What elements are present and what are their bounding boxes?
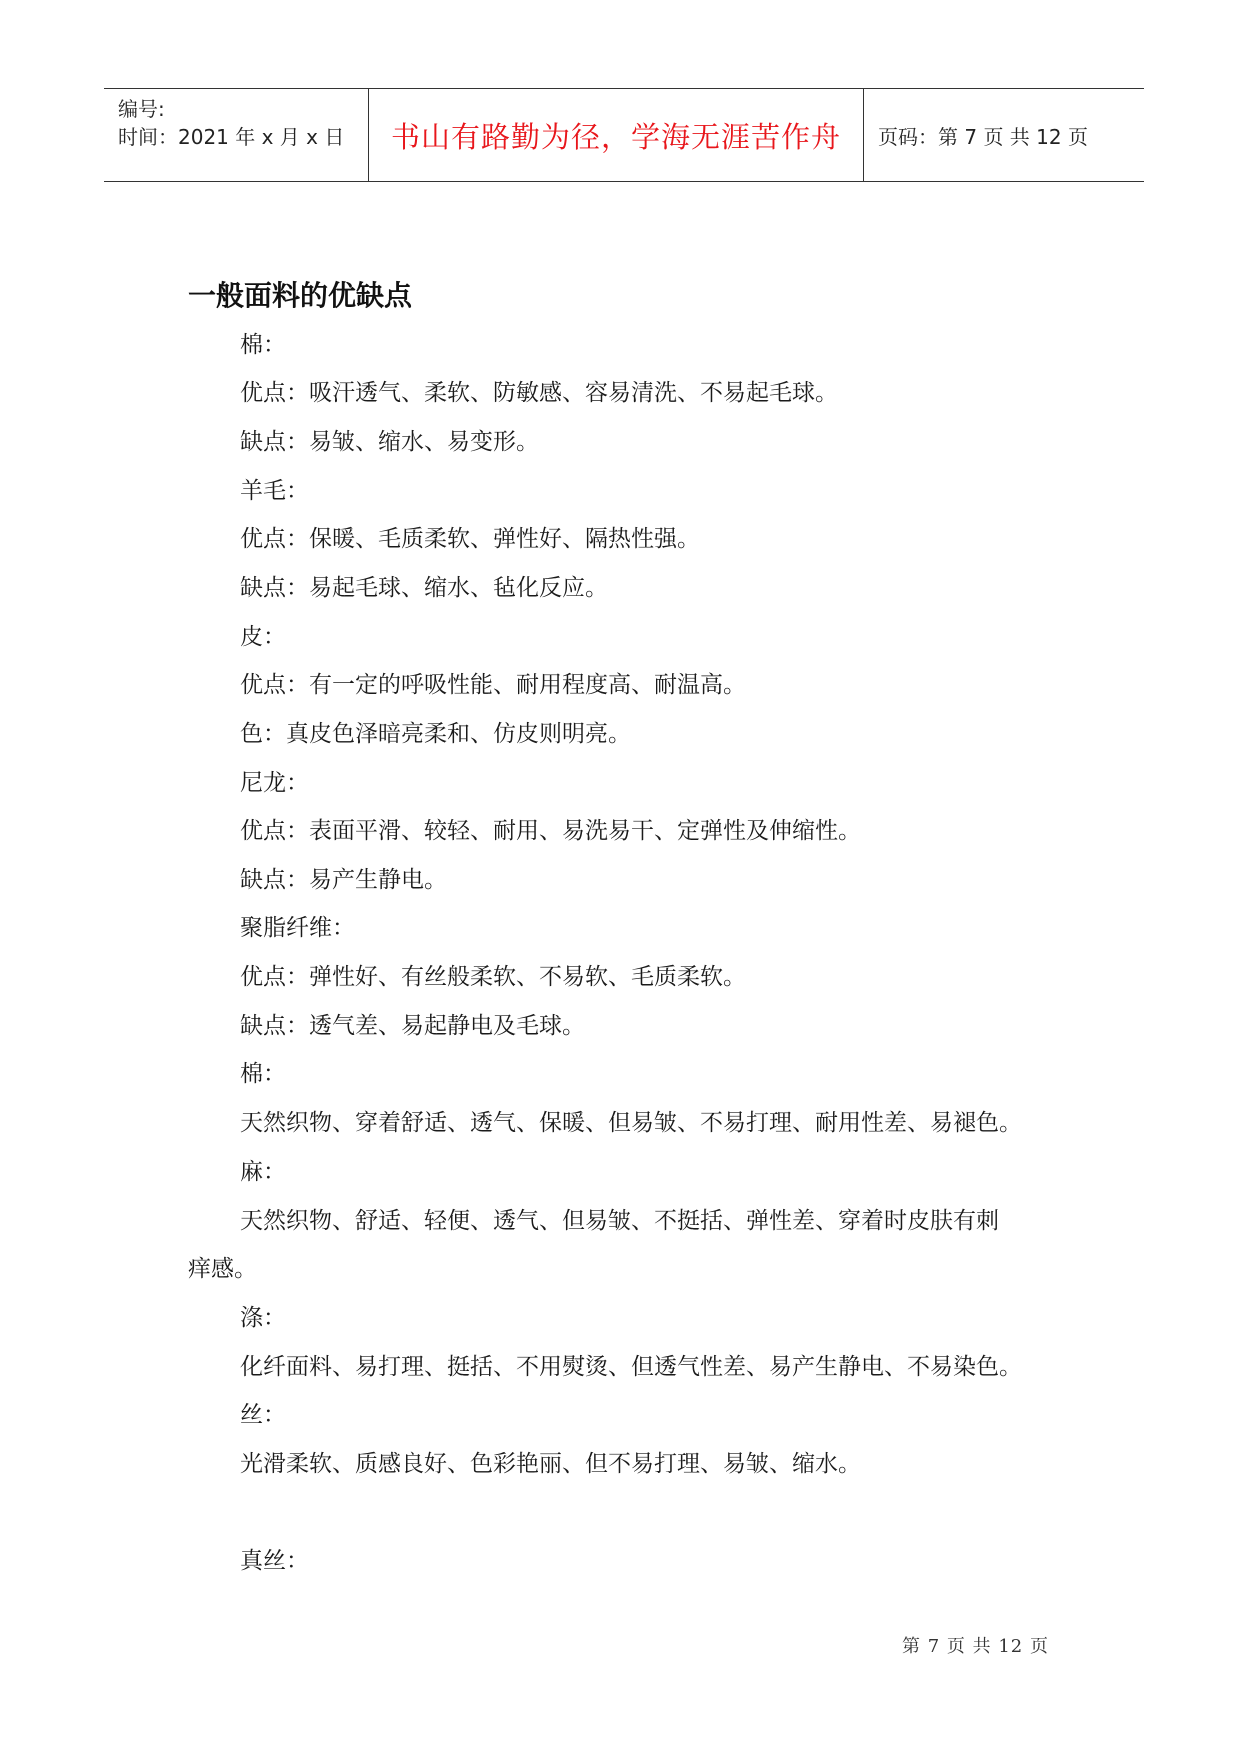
motto-text: 书山有路勤为径，学海无涯苦作舟 xyxy=(390,119,841,154)
text-line: 真丝： xyxy=(240,1548,309,1574)
page-title: 一般面料的优缺点 xyxy=(188,279,413,312)
text-line: 麻： xyxy=(240,1159,286,1185)
text-line: 光滑柔软、质感良好、色彩艳丽、但不易打理、易皱、缩水。 xyxy=(240,1451,861,1477)
text-line: 丝： xyxy=(240,1402,286,1428)
page-footer: 第 7 页 共 12 页 xyxy=(902,1636,1049,1657)
text-line: 棉： xyxy=(240,1061,286,1087)
text-line: 缺点：易皱、缩水、易变形。 xyxy=(240,429,539,455)
date-line: 时间：2021 年 x 月 x 日 xyxy=(118,125,345,149)
text-line: 缺点：易产生静电。 xyxy=(240,867,447,893)
page-header xyxy=(104,88,1144,182)
text-line: 天然织物、穿着舒适、透气、保暖、但易皱、不易打理、耐用性差、易褪色。 xyxy=(240,1110,1022,1136)
text-line: 优点：弹性好、有丝般柔软、不易软、毛质柔软。 xyxy=(240,964,746,990)
header-page-cell xyxy=(864,89,1144,181)
header-info-cell xyxy=(104,89,369,181)
serial-label: 编号: xyxy=(118,97,165,121)
text-line: 涤： xyxy=(240,1305,286,1331)
text-line: 痒感。 xyxy=(188,1256,257,1282)
text-line: 皮： xyxy=(240,624,286,650)
text-line: 优点：保暖、毛质柔软、弹性好、隔热性强。 xyxy=(240,526,700,552)
text-line: 聚脂纤维： xyxy=(240,915,355,941)
text-line: 化纤面料、易打理、挺括、不用熨烫、但透气性差、易产生静电、不易染色。 xyxy=(240,1354,1022,1380)
text-line: 缺点：易起毛球、缩水、毡化反应。 xyxy=(240,575,608,601)
text-line: 缺点：透气差、易起静电及毛球。 xyxy=(240,1013,585,1039)
text-line: 尼龙： xyxy=(240,770,309,796)
header-motto-cell xyxy=(369,89,864,181)
text-line: 优点：吸汗透气、柔软、防敏感、容易清洗、不易起毛球。 xyxy=(240,380,838,406)
text-line: 棉： xyxy=(240,332,286,358)
page-code: 页码：第 7 页 共 12 页 xyxy=(878,124,1088,149)
text-line: 优点：有一定的呼吸性能、耐用程度高、耐温高。 xyxy=(240,672,746,698)
text-line: 优点：表面平滑、较轻、耐用、易洗易干、定弹性及伸缩性。 xyxy=(240,818,861,844)
text-line: 色：真皮色泽暗亮柔和、仿皮则明亮。 xyxy=(240,721,631,747)
text-line: 羊毛： xyxy=(240,478,309,504)
text-line: 天然织物、舒适、轻便、透气、但易皱、不挺括、弹性差、穿着时皮肤有刺 xyxy=(240,1208,999,1234)
